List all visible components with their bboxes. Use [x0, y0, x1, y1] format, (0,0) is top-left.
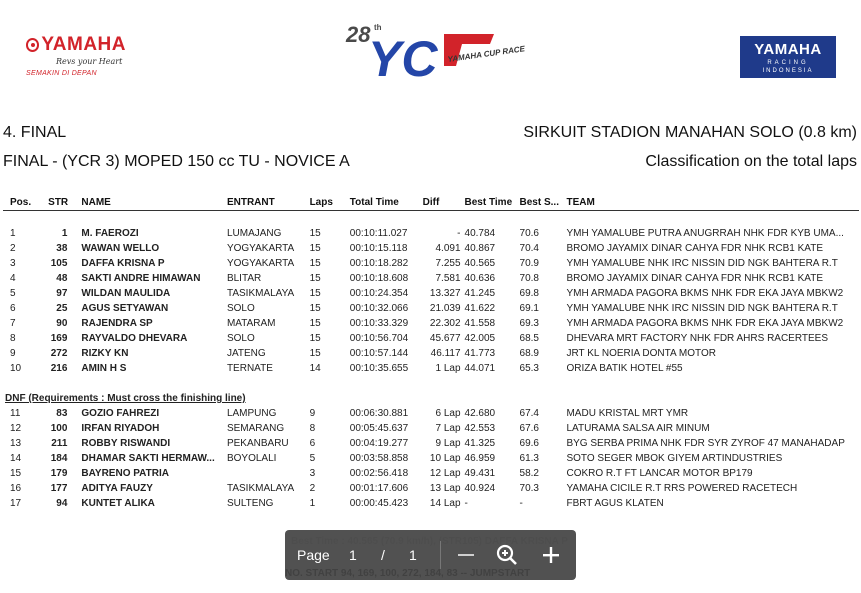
- cell-name: M. FAEROZI: [81, 228, 139, 239]
- cell-pos: 9: [10, 348, 16, 359]
- cell-name: BAYRENO PATRIA: [81, 468, 169, 479]
- cell-diff: 10 Lap: [429, 453, 461, 464]
- cell-best-time: 42.680: [464, 408, 496, 419]
- cell-diff: 12 Lap: [429, 468, 461, 479]
- cell-team: YMH YAMALUBE PUTRA ANUGRRAH NHK FDR KYB UMA...: [566, 228, 844, 239]
- cell-total-time: 00:10:56.704: [349, 333, 409, 344]
- table-row: [3, 331, 859, 346]
- cell-diff: 13 Lap: [429, 483, 461, 494]
- cell-best-speed: 67.4: [519, 408, 539, 419]
- cell-pos: 12: [10, 423, 22, 434]
- header-rule: [3, 211, 859, 227]
- cell-total-time: 00:06:30.881: [349, 408, 409, 419]
- yamaha-racing-sub: RACING: [767, 60, 809, 66]
- cell-entrant: PEKANBARU: [226, 438, 289, 449]
- cell-pos: 7: [10, 318, 16, 329]
- cell-name: ROBBY RISWANDI: [81, 438, 171, 449]
- table-row: [3, 451, 859, 466]
- yamaha-brand: [26, 34, 126, 56]
- cell-entrant: TERNATE: [226, 363, 273, 374]
- circuit-name: SIRKUIT STADION MANAHAN SOLO (0.8 km): [523, 124, 857, 141]
- cell-str: 105: [50, 258, 68, 269]
- cell-entrant: SEMARANG: [226, 423, 285, 434]
- cell-str: 216: [50, 363, 68, 374]
- page-total: 1: [409, 547, 417, 563]
- logo-yc: YC: [368, 31, 438, 87]
- cell-entrant: SULTENG: [226, 498, 274, 509]
- table-row: [3, 361, 859, 376]
- cell-team: BROMO JAYAMIX DINAR CAHYA FDR NHK RCB1 KATE: [566, 243, 823, 254]
- cell-str: 272: [50, 348, 68, 359]
- cell-str: 177: [50, 483, 68, 494]
- cell-best-time: 40.867: [464, 243, 496, 254]
- gap-row: [3, 376, 859, 391]
- cell-best-speed: 68.9: [519, 348, 539, 359]
- cell-team: BYG SERBA PRIMA NHK FDR SYR ZYROF 47 MANAHADAP: [566, 438, 845, 449]
- cell-total-time: 00:02:56.418: [349, 468, 409, 479]
- cell-best-time: 40.636: [464, 273, 496, 284]
- cell-best-speed: 69.6: [519, 438, 539, 449]
- minus-icon: [453, 542, 479, 568]
- col-total-time: Total Time: [349, 196, 399, 208]
- yamaha-brand-text: YAMAHA: [41, 34, 126, 55]
- table-row: [3, 496, 859, 511]
- cell-str: 100: [50, 423, 68, 434]
- cell-best-speed: 61.3: [519, 453, 539, 464]
- table-header-row: [3, 194, 859, 211]
- table-row: [3, 286, 859, 301]
- cell-total-time: 00:00:45.423: [349, 498, 409, 509]
- cell-str: 25: [56, 303, 68, 314]
- cell-total-time: 00:10:33.329: [349, 318, 409, 329]
- cell-laps: 1: [309, 498, 316, 509]
- race-number: 4. FINAL: [3, 124, 67, 141]
- plus-icon: [538, 542, 564, 568]
- table-row: [3, 301, 859, 316]
- cell-laps: 5: [309, 453, 316, 464]
- cell-pos: 14: [10, 453, 22, 464]
- table-row: [3, 481, 859, 496]
- cell-laps: 15: [309, 333, 321, 344]
- cell-diff: 45.677: [429, 333, 461, 344]
- cell-str: 211: [51, 438, 68, 449]
- cell-name: DAFFA KRISNA P: [81, 258, 165, 269]
- cell-total-time: 00:04:19.277: [349, 438, 409, 449]
- cell-best-time: 42.005: [464, 333, 496, 344]
- table-row: [3, 436, 859, 451]
- cell-pos: 1: [10, 228, 16, 239]
- cell-best-time: 40.565: [464, 258, 496, 269]
- cell-best-speed: 68.5: [519, 333, 539, 344]
- cell-pos: 17: [10, 498, 22, 509]
- cell-team: YAMAHA CICILE R.T RRS POWERED RACETECH: [566, 483, 798, 494]
- cell-entrant: JATENG: [226, 348, 266, 359]
- cell-entrant: [225, 466, 308, 481]
- cell-best-time: 40.784: [464, 228, 496, 239]
- col-str: STR: [48, 196, 69, 208]
- cell-laps: 14: [309, 363, 321, 374]
- cell-pos: 8: [10, 333, 16, 344]
- cell-best-time: 41.622: [464, 303, 496, 314]
- cell-entrant: TASIKMALAYA: [226, 483, 295, 494]
- cell-str: 83: [56, 408, 68, 419]
- cell-str: 184: [50, 453, 68, 464]
- cell-total-time: 00:10:35.655: [349, 363, 409, 374]
- cell-name: WILDAN MAULIDA: [81, 288, 171, 299]
- cell-team: YMH ARMADA PAGORA BKMS NHK FDR EKA JAYA MBKW2: [566, 288, 844, 299]
- cell-name: RAYVALDO DHEVARA: [81, 333, 188, 344]
- cell-entrant: TASIKMALAYA: [226, 288, 295, 299]
- cell-pos: 13: [10, 438, 22, 449]
- cell-pos: 3: [10, 258, 16, 269]
- dnf-heading: DNF (Requirements : Must cross the finishing line): [5, 393, 246, 404]
- cell-best-speed: 70.6: [519, 228, 539, 239]
- cell-diff: 7 Lap: [435, 423, 461, 434]
- cell-diff: 7.581: [435, 273, 461, 284]
- cell-entrant: SOLO: [226, 333, 255, 344]
- cell-name: GOZIO FAHREZI: [81, 408, 160, 419]
- cell-best-speed: -: [519, 498, 523, 509]
- page-label: Page: [297, 547, 330, 563]
- cell-total-time: 00:10:24.354: [349, 288, 409, 299]
- cell-str: 169: [50, 333, 68, 344]
- cell-laps: 3: [309, 468, 316, 479]
- cell-team: JRT KL NOERIA DONTA MOTOR: [566, 348, 716, 359]
- cell-best-time: 46.959: [464, 453, 496, 464]
- cell-total-time: 00:03:58.858: [349, 453, 409, 464]
- cell-diff: 14 Lap: [429, 498, 461, 509]
- cell-diff: 1 Lap: [435, 363, 461, 374]
- cell-best-time: 40.924: [464, 483, 496, 494]
- cell-best-speed: 67.6: [519, 423, 539, 434]
- cell-laps: 15: [309, 303, 321, 314]
- cell-entrant: BOYOLALI: [226, 453, 277, 464]
- cell-str: 1: [61, 228, 68, 239]
- cell-name: RIZKY KN: [81, 348, 129, 359]
- cell-best-time: 41.558: [464, 318, 496, 329]
- table-row: [3, 421, 859, 436]
- table-row: [3, 256, 859, 271]
- cell-name: DHAMAR SAKTI HERMAW...: [81, 453, 215, 464]
- yamaha-racing-logo: [740, 36, 836, 78]
- cell-laps: 15: [309, 243, 321, 254]
- cell-team: COKRO R.T FT LANCAR MOTOR BP179: [566, 468, 753, 479]
- cell-team: YMH YAMALUBE NHK IRC NISSIN DID NGK BAHTERA R.T: [566, 258, 838, 269]
- col-best-speed: Best S...: [519, 196, 559, 208]
- cell-team: FBRT AGUS KLATEN: [566, 498, 664, 509]
- yamaha-tagline: SEMAKIN DI DEPAN: [26, 70, 97, 77]
- col-pos: Pos.: [10, 196, 32, 208]
- cell-best-speed: 70.8: [519, 273, 539, 284]
- cell-diff: -: [457, 228, 461, 239]
- cell-laps: 9: [309, 408, 316, 419]
- cell-pos: 11: [10, 408, 21, 419]
- cell-team: BROMO JAYAMIX DINAR CAHYA FDR NHK RCB1 KATE: [566, 273, 823, 284]
- cell-entrant: SOLO: [226, 303, 255, 314]
- cell-total-time: 00:10:57.144: [349, 348, 409, 359]
- cell-laps: 15: [309, 288, 321, 299]
- cell-name: AMIN H S: [81, 363, 127, 374]
- cell-best-speed: 69.8: [519, 288, 539, 299]
- cell-laps: 6: [309, 438, 316, 449]
- cell-total-time: 00:10:11.027: [349, 228, 408, 239]
- cell-best-speed: 69.3: [519, 318, 539, 329]
- cell-entrant: LAMPUNG: [226, 408, 277, 419]
- cell-diff: 13.327: [429, 288, 461, 299]
- cell-total-time: 00:10:18.608: [349, 273, 409, 284]
- cell-best-speed: 70.9: [519, 258, 539, 269]
- results-table: [3, 194, 859, 511]
- cell-laps: 15: [309, 318, 321, 329]
- col-entrant: ENTRANT: [226, 196, 275, 208]
- cell-str: 38: [56, 243, 68, 254]
- cell-team: MADU KRISTAL MRT YMR: [566, 408, 689, 419]
- cell-diff: 4.091: [435, 243, 461, 254]
- class-title: FINAL - (YCR 3) MOPED 150 cc TU - NOVICE A: [3, 153, 350, 170]
- zoom-out-button[interactable]: [453, 542, 479, 568]
- cell-pos: 2: [10, 243, 16, 254]
- cell-team: DHEVARA MRT FACTORY NHK FDR AHRS RACERTEES: [566, 333, 829, 344]
- col-name: NAME: [81, 196, 111, 208]
- cell-total-time: 00:10:15.118: [349, 243, 408, 254]
- cell-str: 90: [56, 318, 68, 329]
- col-laps: Laps: [309, 196, 333, 208]
- cell-name: WAWAN WELLO: [81, 243, 160, 254]
- cell-entrant: YOGYAKARTA: [226, 243, 295, 254]
- dnf-heading-row: [3, 391, 859, 406]
- cell-name: KUNTET ALIKA: [81, 498, 155, 509]
- table-row: [3, 241, 859, 256]
- cell-team: LATURAMA SALSA AIR MINUM: [566, 423, 710, 434]
- cell-team: SOTO SEGER MBOK GIYEM ARTINDUSTRIES: [566, 453, 783, 464]
- cell-best-time: 49.431: [464, 468, 496, 479]
- cell-pos: 15: [10, 468, 22, 479]
- yamaha-slogan: Revs your Heart: [56, 57, 123, 66]
- cell-laps: 15: [309, 258, 321, 269]
- cell-str: 48: [56, 273, 68, 284]
- cell-total-time: 00:05:45.637: [349, 423, 409, 434]
- zoom-fit-button[interactable]: [494, 542, 520, 568]
- page-current-input[interactable]: 1: [349, 547, 357, 563]
- classification-type: Classification on the total laps: [645, 153, 857, 170]
- cell-entrant: BLITAR: [226, 273, 262, 284]
- cell-laps: 15: [309, 228, 321, 239]
- cell-best-time: 41.245: [464, 288, 496, 299]
- page-separator: /: [381, 547, 385, 563]
- col-best-time: Best Time: [464, 196, 513, 208]
- table-row: [3, 466, 859, 481]
- cell-name: AGUS SETYAWAN: [81, 303, 169, 314]
- cell-str: 94: [56, 498, 68, 509]
- cell-total-time: 00:10:18.282: [349, 258, 409, 269]
- cell-best-time: 42.553: [464, 423, 496, 434]
- cell-best-speed: 70.4: [519, 243, 539, 254]
- cell-diff: 9 Lap: [435, 438, 461, 449]
- cell-team: ORIZA BATIK HOTEL #55: [566, 363, 683, 374]
- magnifier-icon: [494, 542, 520, 568]
- cell-str: 97: [56, 288, 68, 299]
- cell-pos: 4: [10, 273, 16, 284]
- cell-best-speed: 65.3: [519, 363, 539, 374]
- cell-name: IRFAN RIYADOH: [81, 423, 160, 434]
- cell-best-time: 41.325: [464, 438, 496, 449]
- cell-laps: 15: [309, 273, 321, 284]
- cell-best-time: -: [464, 498, 468, 509]
- logo-number: 28: [346, 22, 371, 47]
- cell-laps: 2: [309, 483, 316, 494]
- cell-best-speed: 70.3: [519, 483, 539, 494]
- cell-laps: 15: [309, 348, 321, 359]
- cell-pos: 6: [10, 303, 16, 314]
- cell-total-time: 00:01:17.606: [349, 483, 409, 494]
- cell-diff: 21.039: [429, 303, 461, 314]
- cell-best-speed: 69.1: [519, 303, 539, 314]
- cell-pos: 10: [10, 363, 22, 374]
- cell-team: YMH YAMALUBE NHK IRC NISSIN DID NGK BAHTERA R.T: [566, 303, 838, 314]
- cell-entrant: LUMAJANG: [226, 228, 282, 239]
- table-row: [3, 271, 859, 286]
- table-row: [3, 406, 859, 421]
- pdf-toolbar: [285, 530, 576, 580]
- col-team: TEAM: [566, 196, 595, 208]
- table-row: [3, 346, 859, 361]
- cell-name: RAJENDRA SP: [81, 318, 153, 329]
- cell-entrant: YOGYAKARTA: [226, 258, 295, 269]
- zoom-in-button[interactable]: [538, 542, 564, 568]
- cell-diff: 7.255: [435, 258, 461, 269]
- col-diff: Diff: [422, 196, 440, 208]
- cell-name: ADITYA FAUZY: [81, 483, 153, 494]
- toolbar-divider: [440, 541, 441, 569]
- yamaha-racing-sub2: INDONESIA: [762, 68, 814, 74]
- yamaha-racing-brand: YAMAHA: [754, 41, 822, 58]
- logo-sub: YAMAHA CUP RACE: [447, 44, 526, 64]
- cell-total-time: 00:10:32.066: [349, 303, 409, 314]
- cell-name: SAKTI ANDRE HIMAWAN: [81, 273, 201, 284]
- yamaha-logo-left: [26, 34, 126, 84]
- cell-pos: 5: [10, 288, 16, 299]
- cell-laps: 8: [309, 423, 316, 434]
- cell-team: YMH ARMADA PAGORA BKMS NHK FDR EKA JAYA MBKW2: [566, 318, 844, 329]
- logo-sup: th: [374, 23, 382, 32]
- tuning-fork-icon: [26, 38, 39, 52]
- cell-str: 179: [50, 468, 68, 479]
- cell-best-time: 44.071: [464, 363, 496, 374]
- cell-best-time: 41.773: [464, 348, 496, 359]
- table-row: [3, 226, 859, 241]
- cell-diff: 46.117: [430, 348, 461, 359]
- cell-entrant: MATARAM: [226, 318, 276, 329]
- cell-diff: 6 Lap: [435, 408, 461, 419]
- cell-best-speed: 58.2: [519, 468, 539, 479]
- cell-diff: 22.302: [429, 318, 461, 329]
- ycr-logo: [344, 20, 526, 87]
- cell-pos: 16: [10, 483, 22, 494]
- table-row: [3, 316, 859, 331]
